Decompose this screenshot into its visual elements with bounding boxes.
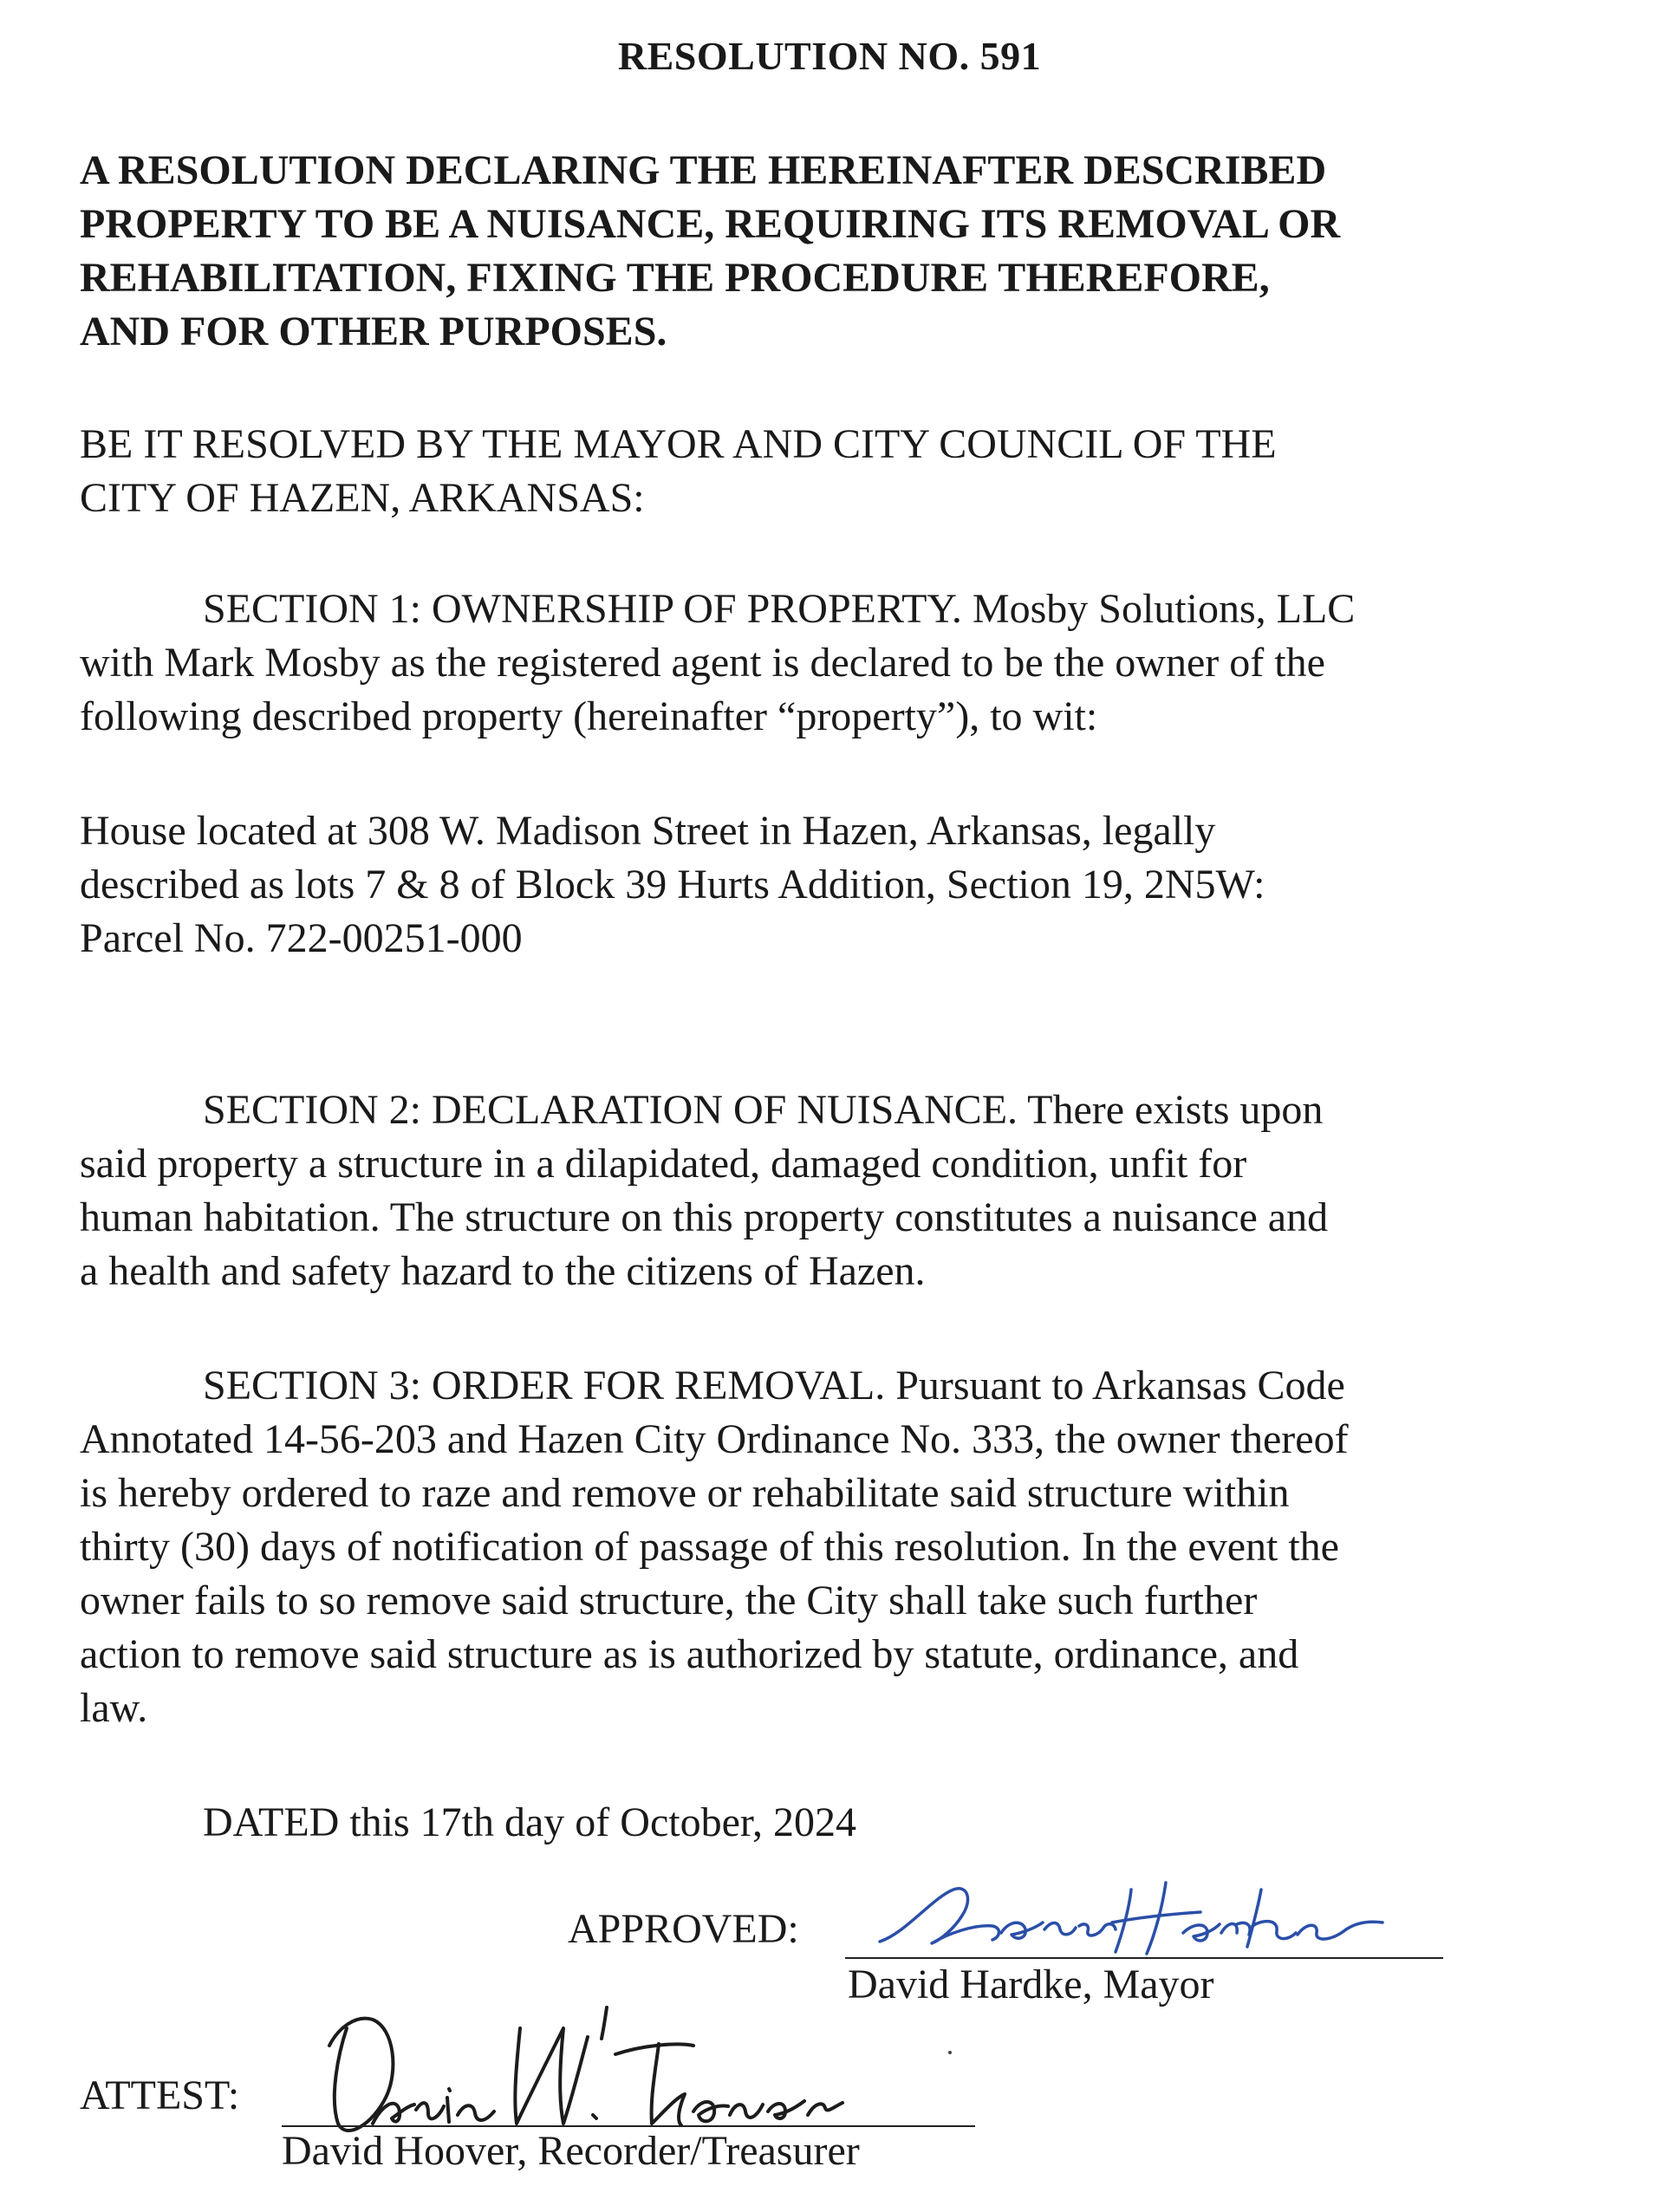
- section-2-nuisance: [80, 1083, 1605, 1298]
- section-3-line: law.: [80, 1685, 148, 1731]
- heading-line: PROPERTY TO BE A NUISANCE, REQUIRING ITS REMOVAL OR: [80, 201, 1341, 247]
- heading-line: REHABILITATION, FIXING THE PROCEDURE THEREFORE,: [80, 255, 1270, 301]
- approved-label: APPROVED:: [568, 1906, 799, 1952]
- section-2-line: said property a structure in a dilapidated, damaged condition, unfit for: [80, 1141, 1247, 1187]
- section-3-line: SECTION 3: ORDER FOR REMOVAL. Pursuant to Arkansas Code: [203, 1363, 1345, 1409]
- section-1-line: following described property (hereinafter “property”), to wit:: [80, 693, 1098, 739]
- dated-line: [80, 1796, 1605, 1850]
- property-line: Parcel No. 722-00251-000: [80, 915, 523, 961]
- section-3-line: owner fails to so remove said structure, the City shall take such further: [80, 1578, 1258, 1623]
- section-3-line: is hereby ordered to raze and remove or rehabilitate said structure within: [80, 1470, 1290, 1516]
- resolved-clause: [80, 418, 1605, 525]
- section-3-line: thirty (30) days of notification of passage of this resolution. In the event the: [80, 1524, 1339, 1570]
- resolved-line: BE IT RESOLVED BY THE MAYOR AND CITY COUNCIL OF THE: [80, 421, 1277, 467]
- section-3-line: action to remove said structure as is authorized by statute, ordinance, and: [80, 1631, 1299, 1677]
- section-2-line: human habitation. The structure on this property constitutes a nuisance and: [80, 1194, 1329, 1240]
- stray-mark: [948, 2051, 952, 2054]
- resolved-line: CITY OF HAZEN, ARKANSAS:: [80, 475, 645, 521]
- heading-line: AND FOR OTHER PURPOSES.: [80, 309, 667, 355]
- resolution-heading: [80, 144, 1605, 359]
- clerk-name: David Hoover, Recorder/Treasurer: [282, 2128, 860, 2174]
- section-3-removal-order: [80, 1359, 1605, 1735]
- document-title: RESOLUTION NO. 591: [617, 34, 1042, 78]
- property-description: [80, 804, 1605, 966]
- section-1-line: with Mark Mosby as the registered agent is declared to be the owner of the: [80, 640, 1325, 686]
- section-1-line: SECTION 1: OWNERSHIP OF PROPERTY. Mosby Solutions, LLC: [203, 586, 1356, 632]
- dated-text: DATED this 17th day of October, 2024: [203, 1799, 856, 1845]
- section-1-ownership: [80, 582, 1605, 744]
- section-2-line: a health and safety hazard to the citizens of Hazen.: [80, 1248, 926, 1294]
- mayor-name: David Hardke, Mayor: [848, 1962, 1214, 2007]
- property-line: described as lots 7 & 8 of Block 39 Hurts Addition, Section 19, 2N5W:: [80, 862, 1265, 908]
- section-3-line: Annotated 14-56-203 and Hazen City Ordinance No. 333, the owner thereof: [80, 1416, 1349, 1462]
- attest-label: ATTEST:: [80, 2072, 240, 2118]
- heading-line: A RESOLUTION DECLARING THE HEREINAFTER DESCRIBED: [80, 147, 1327, 193]
- mayor-signature: [871, 1872, 1391, 1968]
- section-2-line: SECTION 2: DECLARATION OF NUISANCE. There exists upon: [203, 1087, 1324, 1133]
- mayor-signature-line: [845, 1957, 1443, 1959]
- property-line: House located at 308 W. Madison Street in Hazen, Arkansas, legally: [80, 808, 1216, 854]
